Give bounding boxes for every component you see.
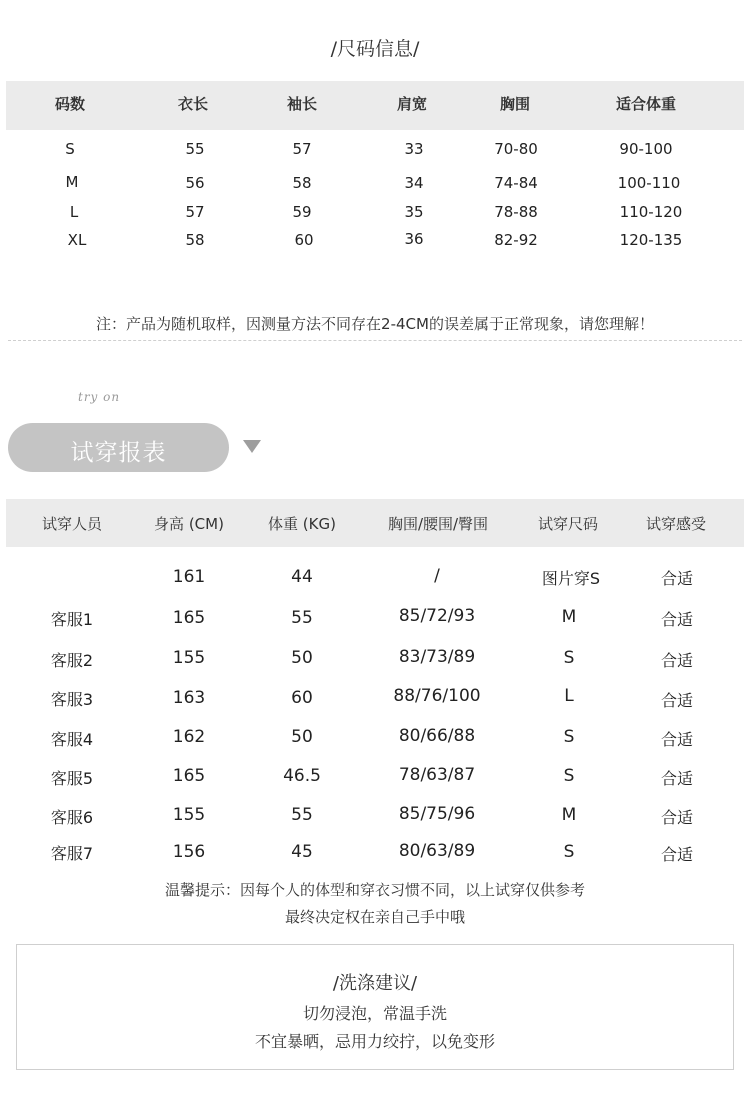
tryon-cell: 合适 [660,691,694,710]
tryon-cell: 45 [291,842,313,862]
tryon-cell: 78/63/87 [398,765,476,785]
tryon-header-cell: 试穿感受 [645,515,707,533]
tryon-cell: 合适 [660,845,694,864]
section-divider [8,340,742,341]
tryon-cell: 合适 [660,769,694,788]
size-cell: XL [67,231,87,249]
size-cell: 90-100 [619,140,673,158]
tryon-header-cell: 试穿尺码 [537,515,599,533]
wash-advice-title: /洗涤建议/ [332,973,418,994]
size-cell: 56 [185,174,205,192]
size-cell: 59 [292,203,312,221]
tryon-header-cell: 胸围/腰围/臀围 [387,515,489,533]
size-header-cell: 适合体重 [615,95,677,113]
tryon-cell: S [563,648,575,668]
size-cell: 34 [404,174,424,192]
size-cell: 55 [185,140,205,158]
size-cell: S [65,140,75,158]
tryon-cell: 83/73/89 [398,647,476,667]
tryon-cell: 162 [172,727,206,747]
size-cell: 60 [294,231,314,249]
tryon-cell: 客服3 [50,690,94,709]
measurement-note: 注：产品为随机取样，因测量方法不同存在2-4CM的误差属于正常现象，请您理解！ [96,315,654,333]
wash-advice-line1: 切勿浸泡，常温手洗 [302,1004,447,1023]
tryon-cell: 85/72/93 [398,606,476,626]
tryon-cell: 55 [291,608,313,628]
tryon-cell: M [561,805,577,825]
size-header-cell: 衣长 [177,95,209,113]
size-header-cell: 胸围 [499,95,531,113]
tryon-cell: 85/75/96 [398,804,476,824]
tryon-cell: 155 [172,805,206,825]
size-cell: L [69,203,79,221]
size-cell: 120-135 [619,231,683,249]
tryon-cell: 155 [172,648,206,668]
tryon-tips-line2: 最终决定权在亲自己手中哦 [284,908,465,926]
tryon-cell: 44 [291,567,313,587]
tryon-cell: 合适 [660,569,694,588]
size-cell: 58 [292,174,312,192]
tryon-cell: S [563,727,575,747]
size-cell: 57 [185,203,205,221]
tryon-cell: / [434,566,440,586]
tryon-cell: 客服5 [50,769,94,788]
size-cell: 57 [292,140,312,158]
tryon-cell: 客服4 [50,730,94,749]
tryon-cell: 合适 [660,730,694,749]
tryon-header-cell: 身高 (CM) [154,515,224,533]
size-cell: 100-110 [617,174,681,192]
tryon-cell: 80/63/89 [398,841,476,861]
tryon-cell: 50 [291,648,313,668]
size-header-cell: 袖长 [286,95,318,113]
tryon-cell: 客服2 [50,651,94,670]
tryon-cell: 图片穿S [541,569,601,588]
size-info-title: /尺码信息/ [330,38,420,60]
size-cell: 82-92 [494,231,538,249]
tryon-cell: 88/76/100 [393,686,481,706]
size-cell: 33 [404,140,424,158]
tryon-cell: 客服7 [50,844,94,863]
size-cell: M [65,173,79,191]
tryon-cell: M [561,607,577,627]
size-header-cell: 肩宽 [396,95,428,113]
tryon-cell: L [564,686,574,706]
tryon-cell: 50 [291,727,313,747]
tryon-cell: 163 [172,688,206,708]
tryon-cell: 60 [291,688,313,708]
tryon-cell: 合适 [660,808,694,827]
triangle-down-icon [243,440,261,453]
tryon-cell: 80/66/88 [398,726,476,746]
size-cell: 58 [185,231,205,249]
size-table-header [6,81,744,130]
tryon-cell: 合适 [660,651,694,670]
tryon-cell: 46.5 [283,766,321,786]
size-cell: 110-120 [619,203,683,221]
size-cell: 70-80 [494,140,538,158]
size-cell: 78-88 [494,203,538,221]
tryon-cell: 165 [172,766,206,786]
tryon-cell: 156 [172,842,206,862]
tryon-cell: 161 [172,567,206,587]
tryon-cell: 55 [291,805,313,825]
tryon-script-text: try on [78,390,121,404]
wash-advice-line2: 不宜暴晒，忌用力绞拧，以免变形 [254,1032,495,1051]
tryon-cell: 165 [172,608,206,628]
size-header-cell: 码数 [54,95,86,113]
tryon-cell: 客服6 [50,808,94,827]
tryon-cell: S [563,766,575,786]
size-cell: 74-84 [494,174,538,192]
tryon-header-cell: 体重 (KG) [268,515,336,533]
tryon-header-cell: 试穿人员 [41,515,103,533]
size-cell: 36 [404,230,424,248]
tryon-cell: S [563,842,575,862]
tryon-table-header [6,499,744,547]
tryon-cell: 合适 [660,610,694,629]
tryon-cell: 客服1 [50,610,94,629]
tryon-tips-line1: 温馨提示：因每个人的体型和穿衣习惯不同，以上试穿仅供参考 [164,881,585,899]
size-cell: 35 [404,203,424,221]
tryon-banner-label: 试穿报表 [70,440,167,466]
